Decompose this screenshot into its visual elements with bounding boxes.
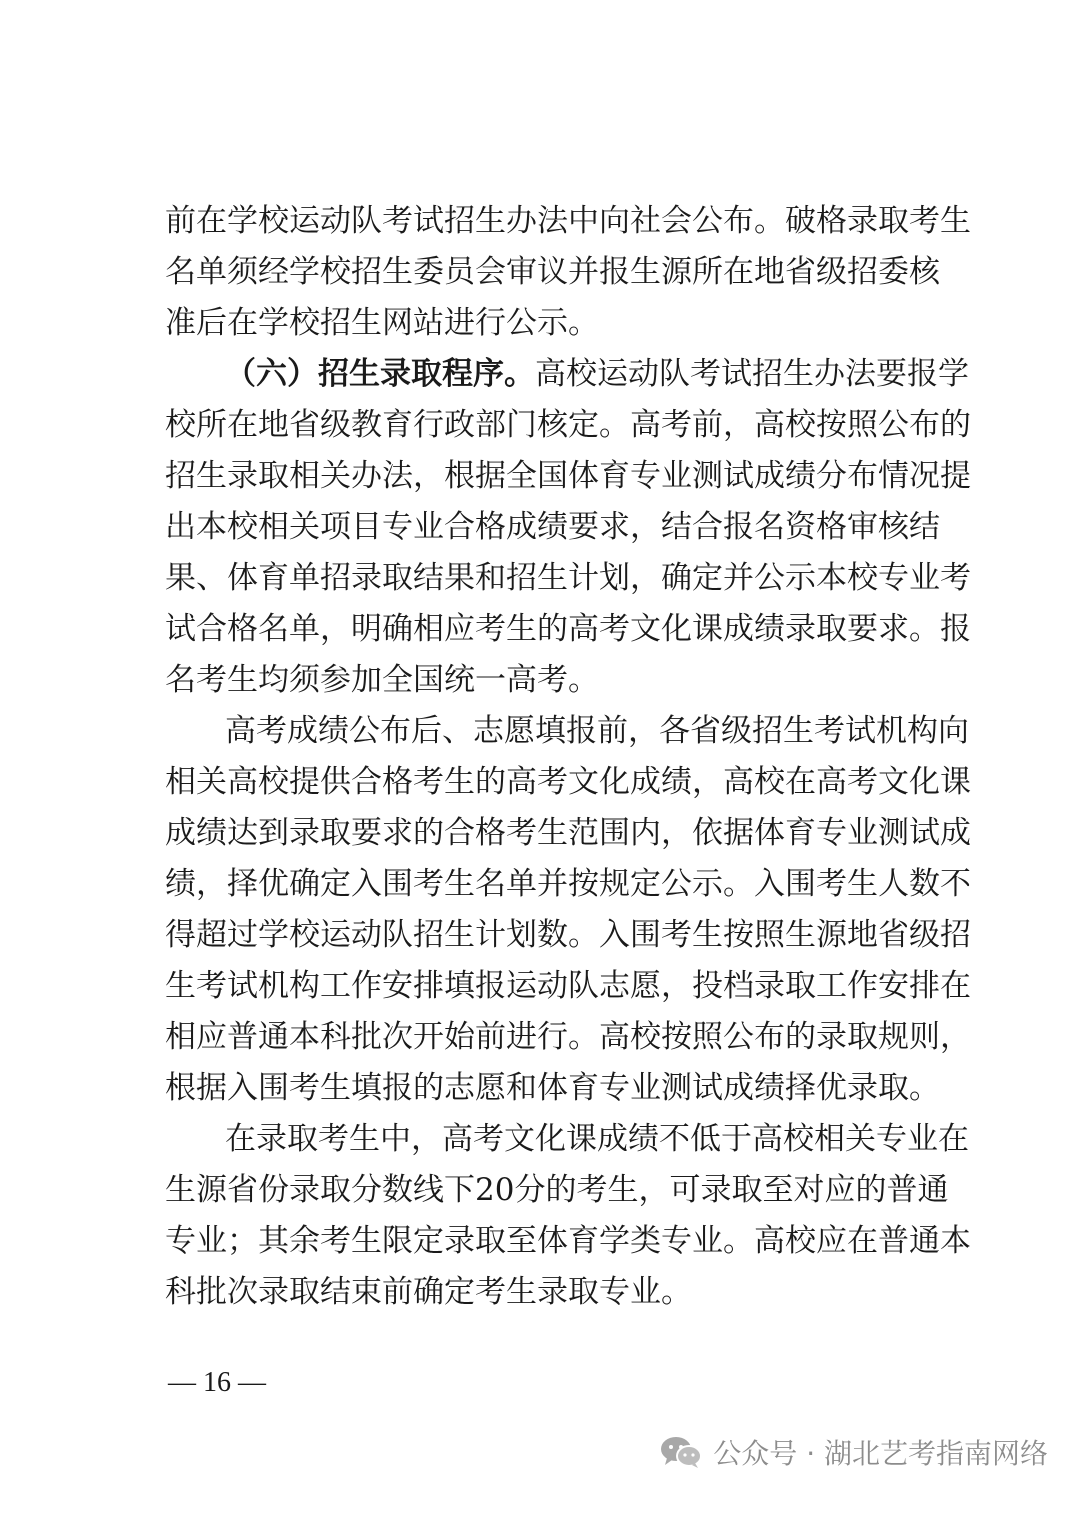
text-line: 成绩达到录取要求的合格考生范围内，依据体育专业测试成 [165,815,971,851]
text-line: 校所在地省级教育行政部门核定。高考前，高校按照公布的 [165,407,971,443]
text-line: 前在学校运动队考试招生办法中向社会公布。破格录取考生 [165,203,971,239]
text-line: 名考生均须参加全国统一高考。 [165,662,599,698]
text-line: 果、体育单招录取结果和招生计划，确定并公示本校专业考 [165,560,971,596]
text-line: 得超过学校运动队招生计划数。入围考生按照生源地省级招 [165,917,971,953]
watermark [659,1428,1048,1476]
wechat-icon [659,1434,703,1470]
text-line: 相关高校提供合格考生的高考文化成绩，高校在高考文化课 [165,764,971,800]
text-line: 招生录取相关办法，根据全国体育专业测试成绩分布情况提 [165,458,971,494]
text-line: 生考试机构工作安排填报运动队志愿，投档录取工作安排在 [165,968,971,1004]
watermark-text: 公众号 · 湖北艺考指南网络 [713,1437,1048,1470]
page-number: — 16 — [168,1367,266,1398]
paragraph-first-line: 高考成绩公布后、志愿填报前，各省级招生考试机构向 [225,713,969,749]
text-line: 根据入围考生填报的志愿和体育专业测试成绩择优录取。 [165,1070,940,1106]
section-heading: （六）招生录取程序。 [225,356,535,392]
text-line: 试合格名单，明确相应考生的高考文化课成绩录取要求。报 [165,611,971,647]
text-line: 相应普通本科批次开始前进行。高校按照公布的录取规则， [165,1019,971,1055]
paragraph-first-line: 在录取考生中，高考文化课成绩不低于高校相关专业在 [225,1121,969,1157]
text-line: 专业；其余考生限定录取至体育学类专业。高校应在普通本 [165,1223,971,1259]
text-line: 科批次录取结束前确定考生录取专业。 [165,1274,692,1310]
section-first-line [225,349,969,399]
text-line: 准后在学校招生网站进行公示。 [165,305,599,341]
section-first-line-text: 高校运动队考试招生办法要报学 [535,356,969,392]
text-line: 出本校相关项目专业合格成绩要求，结合报名资格审核结 [165,509,940,545]
text-line: 绩，择优确定入围考生名单并按规定公示。入围考生人数不 [165,866,971,902]
text-line: 名单须经学校招生委员会审议并报生源所在地省级招委核 [165,254,940,290]
text-line: 生源省份录取分数线下20分的考生，可录取至对应的普通 [165,1172,949,1208]
